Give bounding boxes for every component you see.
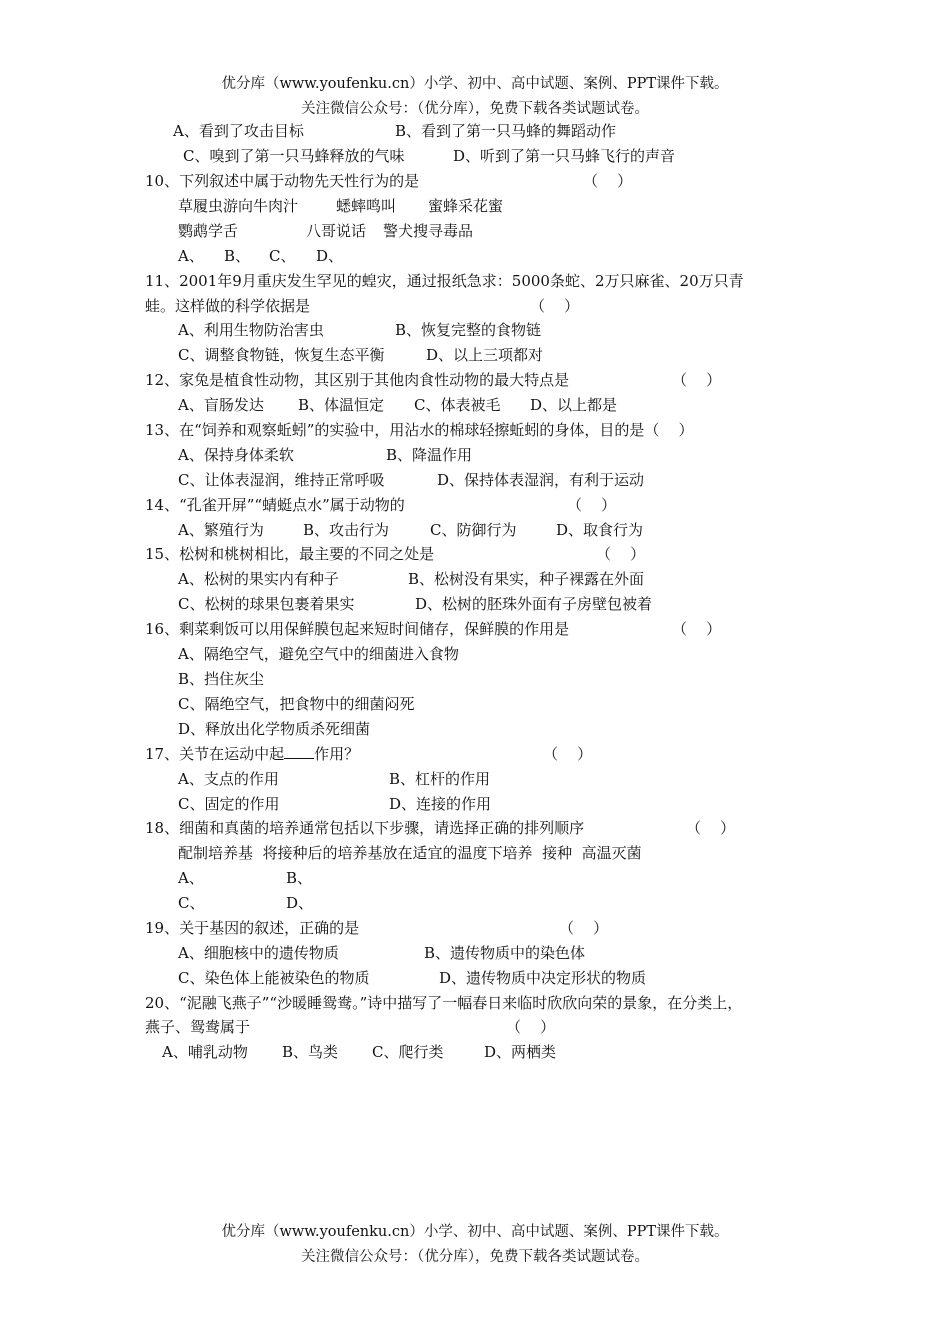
q17-stem	[145, 744, 359, 764]
q14-option-d: D、取食行为	[556, 521, 644, 539]
q18-option-c: C、	[178, 894, 205, 912]
q15-option-b: B、松树没有果实，种子裸露在外面	[408, 570, 645, 588]
q14-stem: 14、“孔雀开屏”“蜻蜓点水”属于动物的	[145, 496, 405, 514]
footer-line-1: 优分库（www.youfenku.cn）小学、初中、高中试题、案例、PPT课件下载。	[221, 1224, 729, 1240]
q17-stem-start: 17、关节在运动中起	[145, 745, 285, 763]
q14-answer-paren: （ ）	[567, 496, 617, 514]
q14-option-c: C、防御行为	[430, 521, 517, 539]
q13-option-d: D、保持体表湿润，有利于运动	[437, 471, 645, 489]
header-line-1: 优分库（www.youfenku.cn）小学、初中、高中试题、案例、PPT课件下载。	[221, 76, 729, 92]
q13-option-c: C、让体表湿润，维持正常呼吸	[178, 471, 385, 489]
q10-stem: 10、下列叙述中属于动物先天性行为的是	[145, 172, 420, 190]
q14-option-b: B、攻击行为	[303, 521, 390, 539]
q17-option-d: D、连接的作用	[389, 795, 492, 813]
q12-stem: 12、家兔是植食性动物，其区别于其他肉食性动物的最大特点是	[145, 371, 570, 389]
q10-item-5: 八哥说话	[306, 222, 367, 240]
q13-option-b: B、降温作用	[386, 446, 473, 464]
q20-answer-paren: （ ）	[506, 1018, 556, 1036]
q10-option-c: C、	[269, 247, 296, 265]
q11-option-a: A、利用生物防治害虫	[178, 321, 324, 339]
q15-option-a: A、松树的果实内有种子	[178, 570, 339, 588]
q19-option-d: D、遗传物质中决定形状的物质	[439, 969, 647, 987]
q11-option-c: C、调整食物链，恢复生态平衡	[178, 346, 385, 364]
q10-option-b: B、	[224, 247, 251, 265]
q11-option-b: B、恢复完整的食物链	[395, 321, 542, 339]
q20-option-a: A、哺乳动物	[162, 1043, 248, 1061]
q12-option-d: D、以上都是	[530, 396, 618, 414]
q9-option-b: B、看到了第一只马蜂的舞蹈动作	[395, 122, 617, 140]
q12-answer-paren: （ ）	[672, 371, 722, 389]
q20-option-d: D、两栖类	[484, 1043, 557, 1061]
q17-option-b: B、杠杆的作用	[389, 770, 491, 788]
q17-option-c: C、固定的作用	[178, 795, 280, 813]
q16-option-d: D、释放出化学物质杀死细菌	[178, 720, 371, 738]
q10-option-d: D、	[316, 247, 344, 265]
q11-answer-paren: （ ）	[530, 297, 580, 315]
q12-option-b: B、体温恒定	[298, 396, 385, 414]
header-line-2: 关注微信公众号：（优分库），免费下载各类试题试卷。	[301, 101, 649, 117]
q20-option-b: B、鸟类	[282, 1043, 339, 1061]
q19-answer-paren: （ ）	[559, 919, 609, 937]
q16-option-a: A、隔绝空气，避免空气中的细菌进入食物	[178, 645, 459, 663]
q9-option-c: C、嗅到了第一只马蜂释放的气味	[183, 147, 405, 165]
q15-option-d: D、松树的胚珠外面有子房壁包被着	[415, 595, 653, 613]
q10-item-4: 鹦鹉学舌	[178, 222, 239, 240]
q18-option-a: A、	[178, 869, 204, 887]
q10-item-6: 警犬搜寻毒品	[383, 222, 474, 240]
q19-option-b: B、遗传物质中的染色体	[424, 944, 586, 962]
q10-answer-paren: （ ）	[583, 172, 633, 190]
q15-option-c: C、松树的球果包裹着果实	[178, 595, 355, 613]
q11-stem-line-1: 11、2001年9月重庆发生罕见的蝗灾，通过报纸急求：5000条蛇、2万只麻雀、20万只青	[145, 272, 744, 290]
q16-option-b: B、挡住灰尘	[178, 670, 265, 688]
q10-item-3: 蜜蜂采花蜜	[428, 197, 504, 215]
q18-answer-paren: （ ）	[686, 819, 736, 837]
q11-stem-line-2: 蛙。这样做的科学依据是	[145, 297, 311, 315]
q10-item-1: 草履虫游向牛肉汁	[178, 197, 299, 215]
q13-stem: 13、在“饲养和观察蚯蚓”的实验中，用沾水的棉球轻擦蚯蚓的身体，目的是（ ）	[145, 421, 694, 439]
q18-stem: 18、细菌和真菌的培养通常包括以下步骤，请选择正确的排列顺序	[145, 819, 585, 837]
q17-stem-end: 作用？	[314, 745, 360, 763]
footer-line-2: 关注微信公众号：（优分库），免费下载各类试题试卷。	[301, 1249, 649, 1265]
q19-option-a: A、细胞核中的遗传物质	[178, 944, 339, 962]
q16-answer-paren: （ ）	[672, 620, 722, 638]
q10-item-2: 蟋蟀鸣叫	[336, 197, 397, 215]
q20-stem-line-1: 20、“泥融飞燕子”“沙暖睡鸳鸯。”诗中描写了一幅春日来临时欣欣向荣的景象，在分类上，	[145, 994, 743, 1012]
q18-option-d: D、	[286, 894, 314, 912]
q18-steps: 配制培养基 将接种后的培养基放在适宜的温度下培养 接种 高温灭菌	[178, 844, 642, 862]
q15-stem: 15、松树和桃树相比，最主要的不同之处是	[145, 545, 435, 563]
q17-option-a: A、支点的作用	[178, 770, 279, 788]
q20-stem-line-2: 燕子、鸳鸯属于	[145, 1018, 251, 1036]
q15-answer-paren: （ ）	[596, 545, 646, 563]
q17-answer-paren: （ ）	[543, 745, 593, 763]
q11-option-d: D、以上三项都对	[426, 346, 544, 364]
q10-option-a: A、	[178, 247, 204, 265]
q18-option-b: B、	[286, 869, 313, 887]
q16-stem: 16、剩菜剩饭可以用保鲜膜包起来短时间储存，保鲜膜的作用是	[145, 620, 570, 638]
q9-option-a: A、看到了攻击目标	[173, 122, 304, 140]
q20-option-c: C、爬行类	[372, 1043, 444, 1061]
q16-option-c: C、隔绝空气，把食物中的细菌闷死	[178, 695, 415, 713]
q12-option-a: A、盲肠发达	[178, 396, 264, 414]
q19-option-c: C、染色体上能被染色的物质	[178, 969, 370, 987]
q17-fill-blank	[284, 744, 314, 759]
q12-option-c: C、体表被毛	[414, 396, 501, 414]
q14-option-a: A、繁殖行为	[178, 521, 264, 539]
q19-stem: 19、关于基因的叙述，正确的是	[145, 919, 360, 937]
q13-option-a: A、保持身体柔软	[178, 446, 294, 464]
q9-option-d: D、听到了第一只马蜂飞行的声音	[453, 147, 676, 165]
